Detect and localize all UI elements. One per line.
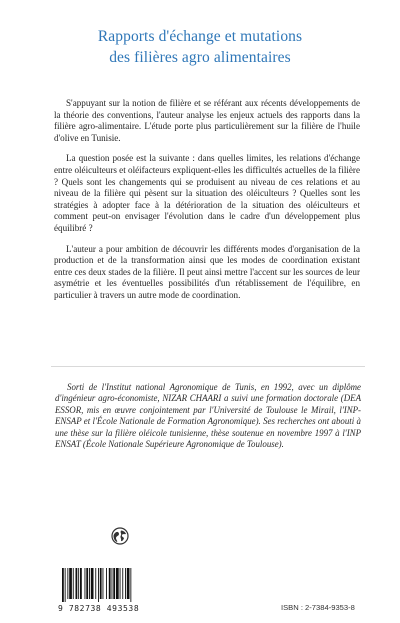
barcode-bar <box>80 568 82 599</box>
author-bio-text: Sorti de l'Institut national Agronomique de Tunis, en 1992, avec un diplôme d'ingénieur agro-économiste, NIZAR CHAARI a suivi une formation doctorale (DEA ESSOR, mis en œuvre conjointement par l'Université de Toulouse le Mirail, l'INP-ENSAP et l'École Nationale de Formation Agronomique). Ses recherches ont abouti à une thèse sur la filière oléicole tunisienne, thèse soutenue en novembre 1997 à l'INP ENSAT (École Nationale Supérieure Agronomique de Toulouse). <box>55 382 361 450</box>
barcode-bar <box>130 568 131 602</box>
barcode-bar <box>120 568 121 599</box>
barcode-bar <box>103 568 104 599</box>
barcode-bar <box>106 568 107 599</box>
barcode-bar <box>65 568 66 602</box>
summary-paragraph-1: S'appuyant sur la notion de filière et se référant aux récents développements de la théorie des conventions, l'auteur analyse les enjeux actuels des rapports dans la filière agro-alimentaire. L'étude porte plus particulièrement sur la filière de l'huile d'olive en Tunisie. <box>54 98 360 143</box>
title-line-1: Rapports d'échange et mutations <box>97 28 303 45</box>
barcode-bar <box>86 568 88 599</box>
isbn-label: ISBN : 2-7384-9353-8 <box>281 603 355 612</box>
barcode-bar <box>109 568 111 599</box>
barcode-bar <box>67 568 68 599</box>
barcode-bar <box>122 568 123 599</box>
barcode-bar <box>78 568 79 599</box>
globe-icon <box>111 527 129 545</box>
barcode-bar <box>100 568 102 599</box>
summary-text <box>54 98 360 311</box>
barcode-bar <box>76 568 78 599</box>
barcode-bar <box>89 568 90 599</box>
title-line-2: des filières agro alimentaires <box>109 49 291 66</box>
barcode-bar <box>69 568 72 599</box>
barcode-bar <box>127 568 130 599</box>
barcode-bar <box>91 568 94 599</box>
barcode-bar <box>116 568 119 599</box>
author-bio <box>55 382 361 450</box>
barcode-bar <box>98 568 99 602</box>
book-title <box>0 26 400 68</box>
section-divider <box>51 366 365 367</box>
barcode-bar <box>113 568 115 599</box>
barcode-bar <box>125 568 126 599</box>
summary-paragraph-2: La question posée est la suivante : dans quelles limites, les relations d'échange entre oléiculteurs et oléifacteurs expliquent-elles les difficultés actuelles de la filière ? Quels sont les changements qui se produisent au niveau de ces relations et au niveau de la filière qui pèsent sur la situation des oléiculteurs ? Quelles sont les stratégies à adopter face à la détérioration de la situation des oléiculteurs et comment peut-on envisager l'évolution dans le cadre d'un développement plus équilibré ? <box>54 153 360 233</box>
barcode-bar <box>95 568 96 599</box>
barcode-bar <box>112 568 113 599</box>
barcode-bar <box>73 568 74 599</box>
barcode-bar <box>85 568 86 599</box>
summary-paragraph-3: L'auteur a pour ambition de découvrir les différents modes d'organisation de la production et de la transformation ainsi que les modes de coordination existant entre ces deux stades de la filière. Il peut ainsi mettre l'accent sur les sources de leur asymétrie et les éventuelles possibilités d'un rétablissement de l'équilibre, en particulier à travers un autre mode de coordination. <box>54 243 360 300</box>
barcode-number: 9 782738 493538 <box>58 604 140 613</box>
barcode-bar <box>62 568 64 602</box>
